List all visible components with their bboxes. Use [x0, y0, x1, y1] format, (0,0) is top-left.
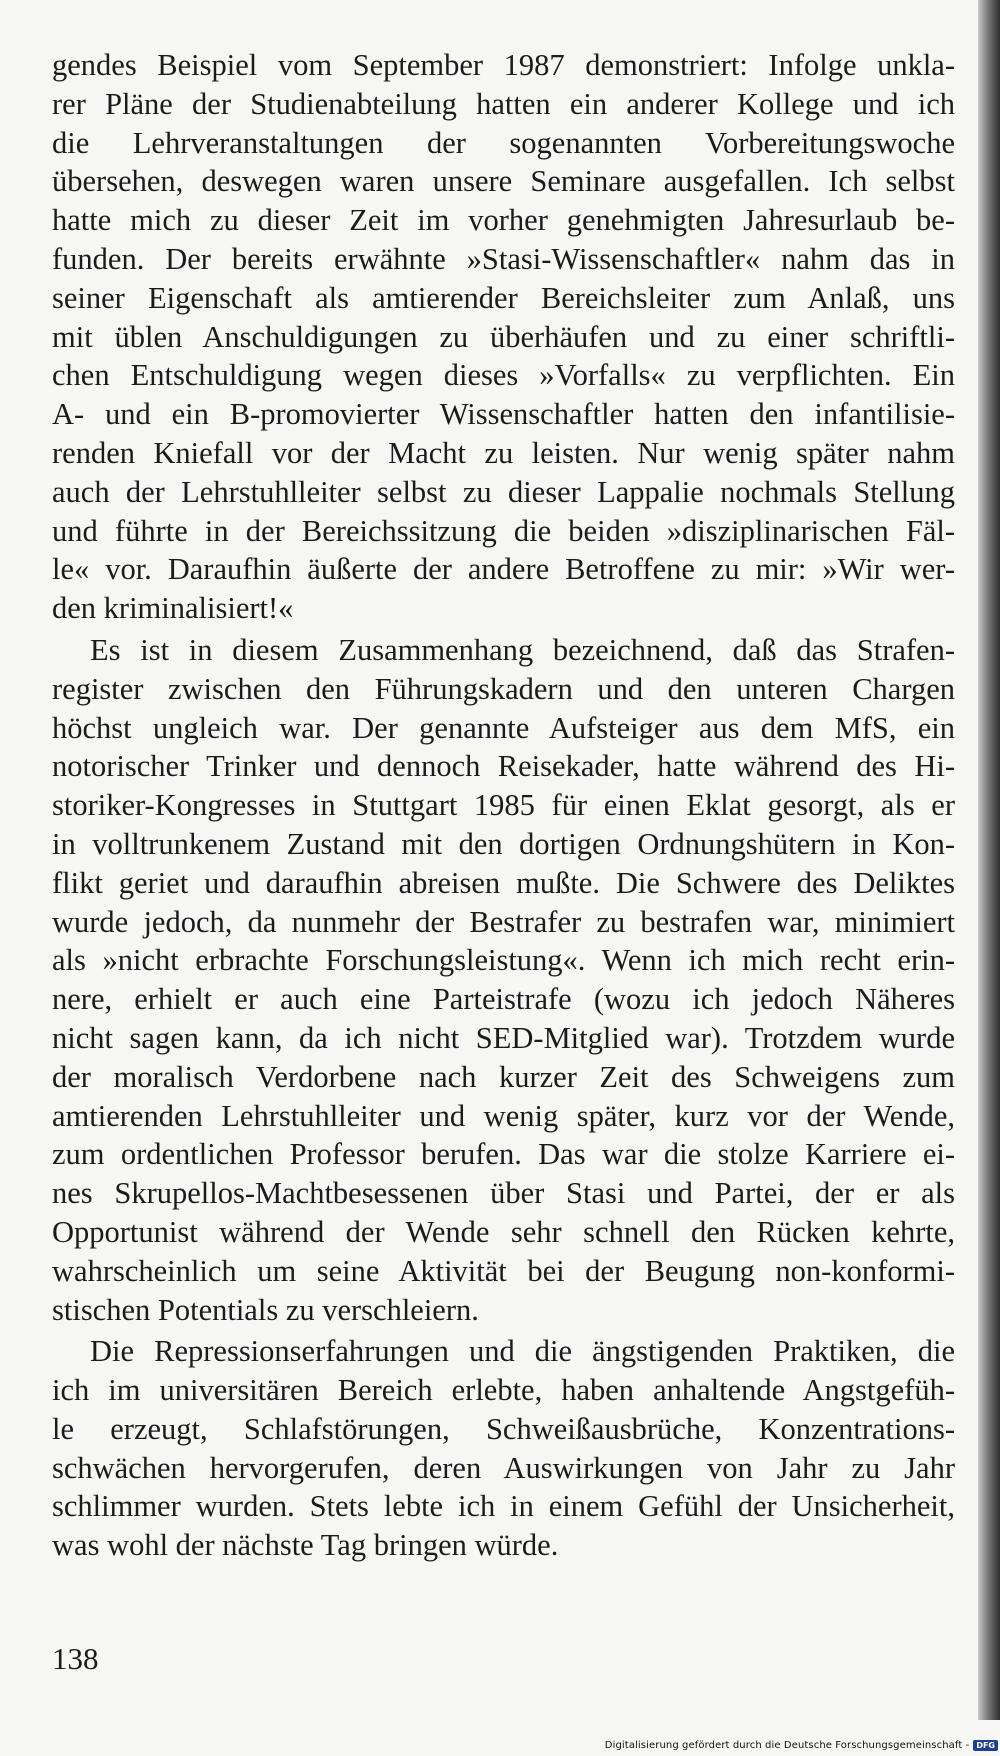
text-line: flikt geriet und daraufhin abreisen mußte. Die Schwere des Deliktes	[52, 865, 955, 900]
text-line: nes Skrupellos-Machtbesessenen über Stasi und Partei, der er als	[52, 1176, 955, 1211]
text-line: in volltrunkenem Zustand mit den dortigen Ordnungshütern in Kon-	[52, 826, 955, 861]
digitization-footer	[605, 1734, 1000, 1756]
page-number: 138	[52, 1641, 99, 1676]
text-line: renden Kniefall vor der Macht zu leisten. Nur wenig später nahm	[52, 435, 955, 470]
text-line: seiner Eigenschaft als amtierender Bereichsleiter zum Anlaß, uns	[52, 280, 955, 315]
text-line: register zwischen den Führungskadern und den unteren Chargen	[52, 671, 955, 706]
text-line: hatte mich zu dieser Zeit im vorher genehmigten Jahresurlaub be-	[52, 203, 955, 238]
text-line: gendes Beispiel vom September 1987 demonstriert: Infolge unkla-	[52, 48, 955, 82]
text-line: A- und ein B-promovierter Wissenschaftler hatten den infantilisie-	[52, 397, 955, 432]
text-line: ich im universitären Bereich erlebte, haben anhaltende Angstgefüh-	[52, 1373, 955, 1408]
text-line: Opportunist während der Wende sehr schnell den Rücken kehrte,	[52, 1214, 955, 1249]
text-line: als »nicht erbrachte Forschungsleistung«. Wenn ich mich recht erin-	[52, 943, 955, 978]
text-line: schlimmer wurden. Stets lebte ich in einem Gefühl der Unsicherheit,	[52, 1489, 955, 1524]
text-line: Die Repressionserfahrungen und die ängstigenden Praktiken, die	[90, 1334, 955, 1369]
text-line: übersehen, deswegen waren unsere Seminare ausgefallen. Ich selbst	[52, 164, 955, 199]
text-line: schwächen hervorgerufen, deren Auswirkungen von Jahr zu Jahr	[52, 1450, 955, 1485]
body-text	[52, 46, 955, 1565]
text-line: wurde jedoch, da nunmehr der Bestrafer zu bestrafen war, minimiert	[52, 904, 955, 939]
dfg-logo-icon: DFG	[973, 1740, 998, 1751]
text-line: den kriminalisiert!«	[52, 591, 294, 626]
text-line: die Lehrveranstaltungen der sogenannten Vorbereitungswoche	[52, 125, 955, 160]
text-line: höchst ungleich war. Der genannte Aufsteiger aus dem MfS, ein	[52, 710, 955, 745]
text-line: stischen Potentials zu verschleiern.	[52, 1292, 479, 1327]
text-line: zum ordentlichen Professor berufen. Das war die stolze Karriere ei-	[52, 1137, 955, 1172]
text-line: le« vor. Daraufhin äußerte der andere Betroffene zu mir: »Wir wer-	[52, 552, 955, 587]
paragraph-3	[52, 1332, 955, 1565]
text-line: storiker-Kongresses in Stuttgart 1985 für einen Eklat gesorgt, als er	[52, 788, 955, 823]
text-line: rer Pläne der Studienabteilung hatten ein anderer Kollege und ich	[52, 86, 955, 121]
text-line: chen Entschuldigung wegen dieses »Vorfalls« zu verpflichten. Ein	[52, 358, 955, 393]
footer-credit-text: Digitalisierung gefördert durch die Deutsche Forschungsgemeinschaft -	[604, 1739, 970, 1751]
text-line: nere, erhielt er auch eine Parteistrafe (wozu ich jedoch Näheres	[52, 982, 955, 1017]
text-line: auch der Lehrstuhlleiter selbst zu dieser Lappalie nochmals Stellung	[52, 474, 955, 509]
text-line: Es ist in diesem Zusammenhang bezeichnend, daß das Strafen-	[90, 632, 955, 667]
text-line: amtierenden Lehrstuhlleiter und wenig später, kurz vor der Wende,	[52, 1098, 955, 1133]
text-line: wahrscheinlich um seine Aktivität bei der Beugung non-konformi-	[52, 1253, 955, 1288]
page-edge-shadow	[978, 0, 1000, 1720]
text-line: der moralisch Verdorbene nach kurzer Zeit des Schweigens zum	[52, 1059, 955, 1094]
text-line: und führte in der Bereichssitzung die beiden »disziplinarischen Fäl-	[52, 513, 955, 548]
text-line: le erzeugt, Schlafstörungen, Schweißausbrüche, Konzentrations-	[52, 1411, 955, 1446]
text-line: nicht sagen kann, da ich nicht SED-Mitglied war). Trotzdem wurde	[52, 1020, 955, 1055]
text-line: mit üblen Anschuldigungen zu überhäufen und zu einer schriftli-	[52, 319, 955, 354]
text-line: funden. Der bereits erwähnte »Stasi-Wissenschaftler« nahm das in	[52, 241, 955, 276]
paragraph-1	[52, 46, 955, 628]
text-line: was wohl der nächste Tag bringen würde.	[52, 1528, 559, 1563]
text-line: notorischer Trinker und dennoch Reisekader, hatte während des Hi-	[52, 749, 955, 784]
paragraph-2	[52, 631, 955, 1329]
